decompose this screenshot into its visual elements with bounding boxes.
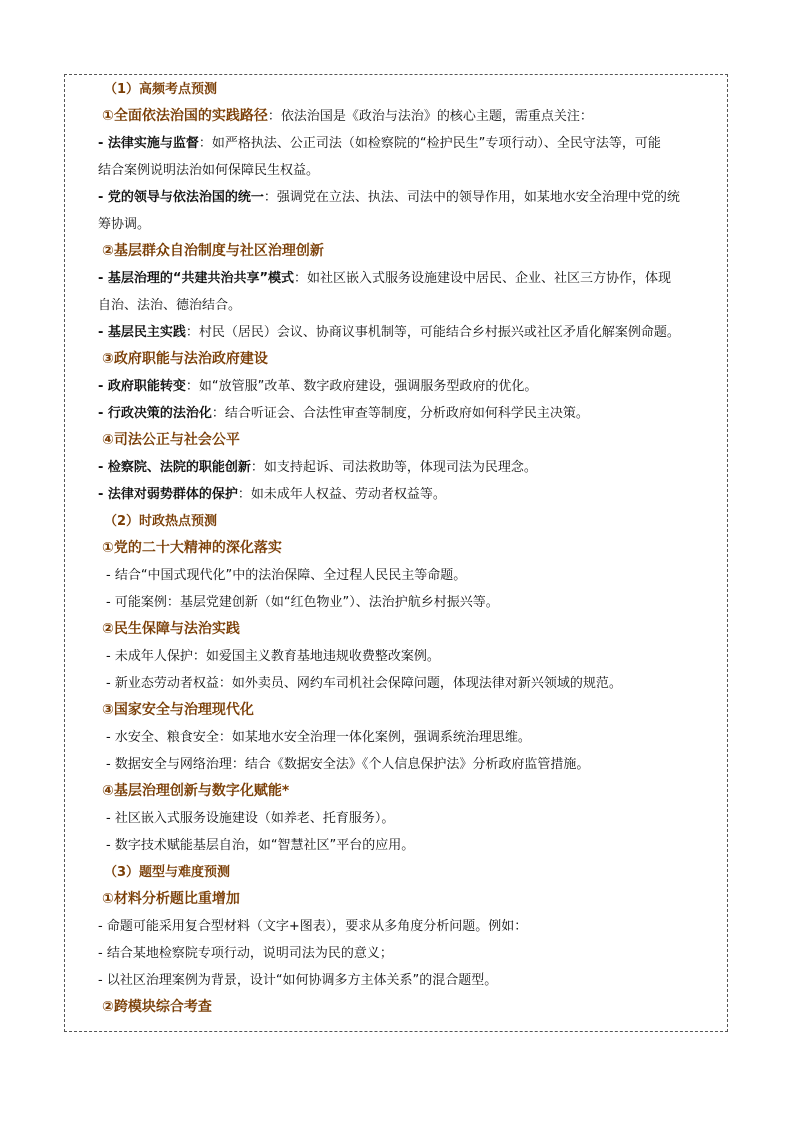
list-item-continued: 筹协调。 <box>98 217 151 232</box>
list-item-continued: 结合案例说明法治如何保障民生权益。 <box>98 163 320 178</box>
list-item: - 可能案例：基层党建创新（如“红色物业”）、法治护航乡村振兴等。 <box>106 595 499 610</box>
item-label: - 行政决策的法治化 <box>98 406 212 421</box>
item-text: ：如未成年人权益、劳动者权益等。 <box>237 487 446 502</box>
list-item <box>98 454 722 481</box>
list-item: - 以社区治理案例为背景，设计“如何协调多方主体关系”的混合题型。 <box>98 973 498 988</box>
list-item: - 结合某地检察院专项行动，说明司法为民的意义； <box>98 946 393 961</box>
topic-1-1 <box>98 103 722 130</box>
list-item <box>98 400 722 427</box>
topic-tail: ：依法治国是《政治与法治》的核心主题，需重点关注： <box>267 109 593 124</box>
list-item <box>98 184 722 211</box>
topic-2-1: ①党的二十大精神的深化落实 <box>102 540 282 556</box>
topic-2-4: ④基层治理创新与数字化赋能* <box>102 783 290 799</box>
topic-2-2: ②民生保障与法治实践 <box>102 621 240 637</box>
item-label: - 法律对弱势群体的保护 <box>98 487 238 502</box>
item-text: ：结合听证会、合法性审查等制度，分析政府如何科学民主决策。 <box>211 406 589 421</box>
list-item: - 新业态劳动者权益：如外卖员、网约车司机社会保障问题，体现法律对新兴领域的规范。 <box>106 676 622 691</box>
list-item-continued: 自治、法治、德治结合。 <box>98 298 242 313</box>
item-text: ：强调党在立法、执法、司法中的领导作用，如某地水安全治理中党的统 <box>263 190 680 205</box>
section-heading-2: （2）时政热点预测 <box>104 514 218 529</box>
item-text: ：如支持起诉、司法救助等，体现司法为民理念。 <box>250 460 537 475</box>
list-item <box>98 265 722 292</box>
item-label: - 政府职能转变 <box>98 379 186 394</box>
topic-2-3: ③国家安全与治理现代化 <box>102 702 254 718</box>
list-item: - 社区嵌入式服务设施建设（如养老、托育服务）。 <box>106 811 395 826</box>
section-heading-1: （1）高频考点预测 <box>104 82 218 97</box>
section-heading-3: （3）题型与难度预测 <box>104 865 231 880</box>
list-item: - 命题可能采用复合型材料（文字+图表），要求从多角度分析问题。例如： <box>98 919 528 934</box>
list-item: - 结合“中国式现代化”中的法治保障、全过程人民民主等命题。 <box>106 568 467 583</box>
list-item <box>98 130 722 157</box>
topic-3-1: ①材料分析题比重增加 <box>102 891 240 907</box>
item-label: - 基层治理的“共建共治共享”模式 <box>98 271 295 286</box>
item-label: - 检察院、法院的职能创新 <box>98 460 251 475</box>
list-item <box>98 373 722 400</box>
list-item: - 数据安全与网络治理：结合《数据安全法》《个人信息保护法》分析政府监管措施。 <box>106 757 590 772</box>
item-text: ：如严格执法、公正司法（如检察院的“检护民生”专项行动）、全民守法等，可能 <box>198 136 661 151</box>
item-label: - 党的领导与依法治国的统一 <box>98 190 264 205</box>
document-body <box>98 76 722 1021</box>
item-text: ：村民（居民）会议、协商议事机制等，可能结合乡村振兴或社区矛盾化解案例命题。 <box>185 325 680 340</box>
item-text: ：如“放管服”改革、数字政府建设，强调服务型政府的优化。 <box>185 379 538 394</box>
list-item: - 未成年人保护：如爱国主义教育基地违规收费整改案例。 <box>106 649 440 664</box>
list-item: - 水安全、粮食安全：如某地水安全治理一体化案例，强调系统治理思维。 <box>106 730 531 745</box>
list-item <box>98 319 722 346</box>
topic-1-3: ③政府职能与法治政府建设 <box>102 351 268 367</box>
list-item: - 数字技术赋能基层自治，如“智慧社区”平台的应用。 <box>106 838 415 853</box>
item-label: - 基层民主实践 <box>98 325 186 340</box>
topic-title: ①全面依法治国的实践路径 <box>102 108 268 124</box>
item-label: - 法律实施与监督 <box>98 136 199 151</box>
topic-1-4: ④司法公正与社会公平 <box>102 432 240 448</box>
list-item <box>98 481 722 508</box>
item-text: ：如社区嵌入式服务设施建设中居民、企业、社区三方协作，体现 <box>294 271 672 286</box>
topic-1-2: ②基层群众自治制度与社区治理创新 <box>102 243 324 259</box>
topic-3-2: ②跨模块综合考查 <box>102 999 212 1015</box>
